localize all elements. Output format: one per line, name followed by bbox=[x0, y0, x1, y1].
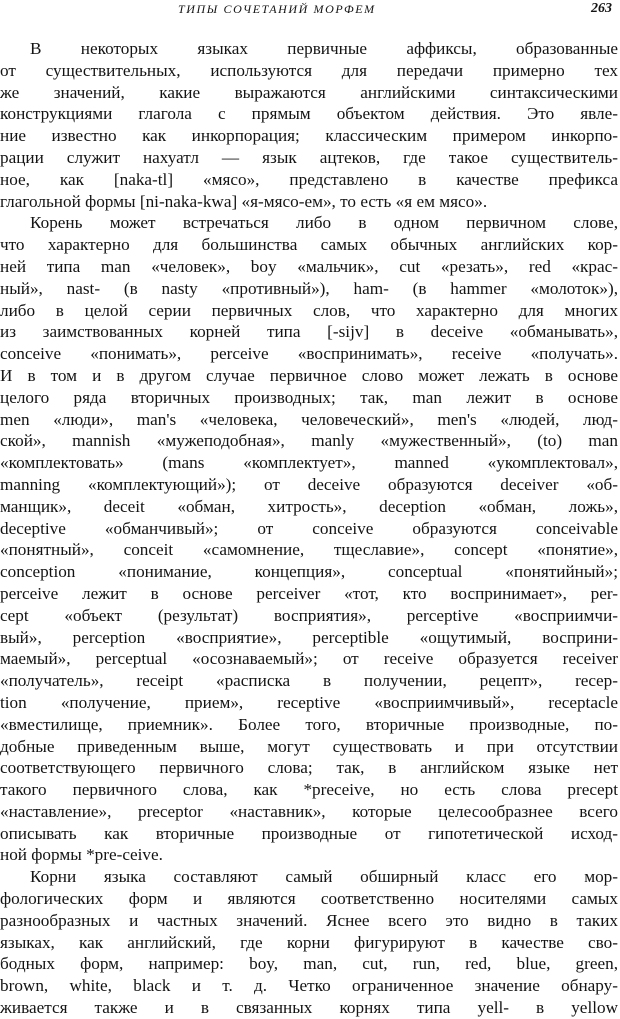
text-line: разнообразных и частных значений. Яснее всего это видно в таких bbox=[0, 910, 618, 930]
text-line: ное, как [naka-tl] «мясо», представлено в качестве префикса bbox=[0, 169, 618, 189]
text-line: соответствующего первичного слова; так, в английском языке нет bbox=[0, 758, 618, 778]
text-line: tion «получение, прием», receptive «восприимчивый», receptacle bbox=[0, 692, 618, 712]
text-line: manning «комплектующий»); от deceive образуются deceiver «об- bbox=[0, 474, 618, 494]
text-line: ный», nast- (в nasty «противный»), ham- (в hammer «молоток»), bbox=[0, 278, 618, 298]
text-line: В некоторых языках первичные аффиксы, образованные bbox=[30, 39, 618, 58]
text-line: конструкциями глагола с прямым объектом действия. Это явле- bbox=[0, 104, 618, 124]
text-line: добные приведенным выше, могут существовать и при отсутствии bbox=[0, 736, 618, 756]
text-line: такого первичного слова, как *preceive, но есть слова precept bbox=[0, 780, 618, 800]
text-line: «вместилище, приемник». Более того, вторичные производные, по- bbox=[0, 714, 618, 734]
text-line: бодных форм, например: boy, man, cut, run, red, blue, green, bbox=[0, 954, 618, 974]
body-text bbox=[0, 38, 620, 1019]
paragraph bbox=[0, 212, 620, 866]
page-number: 263 bbox=[591, 1, 612, 16]
text-line: И в том и в другом случае первичное слово может лежать в основе bbox=[0, 365, 618, 385]
text-line: рации служит нахуатл — язык ацтеков, где такое существитель- bbox=[0, 147, 618, 167]
text-line: «комплектовать» (mans «комплектует», manned «укомплектовал», bbox=[0, 453, 618, 473]
text-line: целого ряда вторичных производных; так, man лежит в основе bbox=[0, 387, 618, 407]
text-line: живается также и в связанных корнях типа yell- в yellow bbox=[0, 998, 618, 1018]
text-line: ской», mannish «мужеподобная», manly «мужественный», (to) man bbox=[0, 431, 618, 451]
text-line: deceptive «обманчивый»; от conceive образуются conceivable bbox=[0, 518, 618, 538]
text-line: conceive «понимать», perceive «воспринимать», receive «получать». bbox=[0, 344, 618, 364]
text-line: men «люди», man's «человека, человеческий», men's «людей, люд- bbox=[0, 409, 618, 429]
text-line: описывать как вторичные производные от гипотетической исход- bbox=[0, 823, 618, 843]
text-line: либо в целой серии первичных слов, что характерно для многих bbox=[0, 300, 618, 320]
text-line: маемый», perceptual «осознаваемый»; от receive образуется receiver bbox=[0, 649, 618, 669]
text-line: «понятный», conceit «самомнение, тщеславие», concept «понятие», bbox=[0, 540, 618, 560]
text-line: ние известно как инкорпорация; классическим примером инкорпо- bbox=[0, 126, 618, 146]
text-line: cept «объект (результат) восприятия», perceptive «восприимчи- bbox=[0, 605, 618, 625]
text-line: что характерно для большинства самых обычных английских кор- bbox=[0, 235, 618, 255]
text-line: из заимствованных корней типа [-sijv] в deceive «обманывать», bbox=[0, 322, 618, 342]
text-line: глагольной формы [ni-naka-kwa] «я-мясо-ем», то есть «я ем мясо». bbox=[0, 191, 488, 211]
text-line: Корни языка составляют самый обширный класс его мор- bbox=[30, 867, 618, 887]
text-line: ной формы *pre-ceive. bbox=[0, 845, 163, 865]
text-line: perceive лежит в основе perceiver «тот, кто воспринимает», per- bbox=[0, 583, 618, 603]
text-line: манщик», deceit «обман, хитрость», deception «обман, ложь», bbox=[0, 496, 618, 516]
paragraph bbox=[0, 38, 620, 212]
text-line: вый», perception «восприятие», perceptible «ощутимый, восприни- bbox=[0, 627, 618, 647]
text-line: же значений, какие выражаются английскими синтаксическими bbox=[0, 82, 618, 102]
text-line: ней типа man «человек», boy «мальчик», cut «резать», red «крас- bbox=[0, 256, 618, 276]
text-line: фологических форм и являются соответственно носителями самых bbox=[0, 889, 618, 909]
running-title: ТИПЫ СОЧЕТАНИЙ МОРФЕМ bbox=[178, 2, 376, 16]
text-line: «получатель», receipt «расписка в получении, рецепт», recep- bbox=[0, 671, 618, 691]
text-line: языках, как английский, где корни фигурируют в качестве сво- bbox=[0, 932, 618, 952]
text-line: brown, white, black и т. д. Четко ограниченное значение обнару- bbox=[0, 976, 618, 996]
text-line: от существительных, используются для передачи примерно тех bbox=[0, 60, 618, 80]
paragraph bbox=[0, 866, 620, 1019]
text-line: conception «понимание, концепция», conceptual «понятийный»; bbox=[0, 562, 618, 582]
running-head bbox=[0, 0, 620, 24]
text-line: Корень может встречаться либо в одном первичном слове, bbox=[30, 213, 618, 233]
text-line: «наставление», preceptor «наставник», которые целесообразнее всего bbox=[0, 801, 618, 821]
